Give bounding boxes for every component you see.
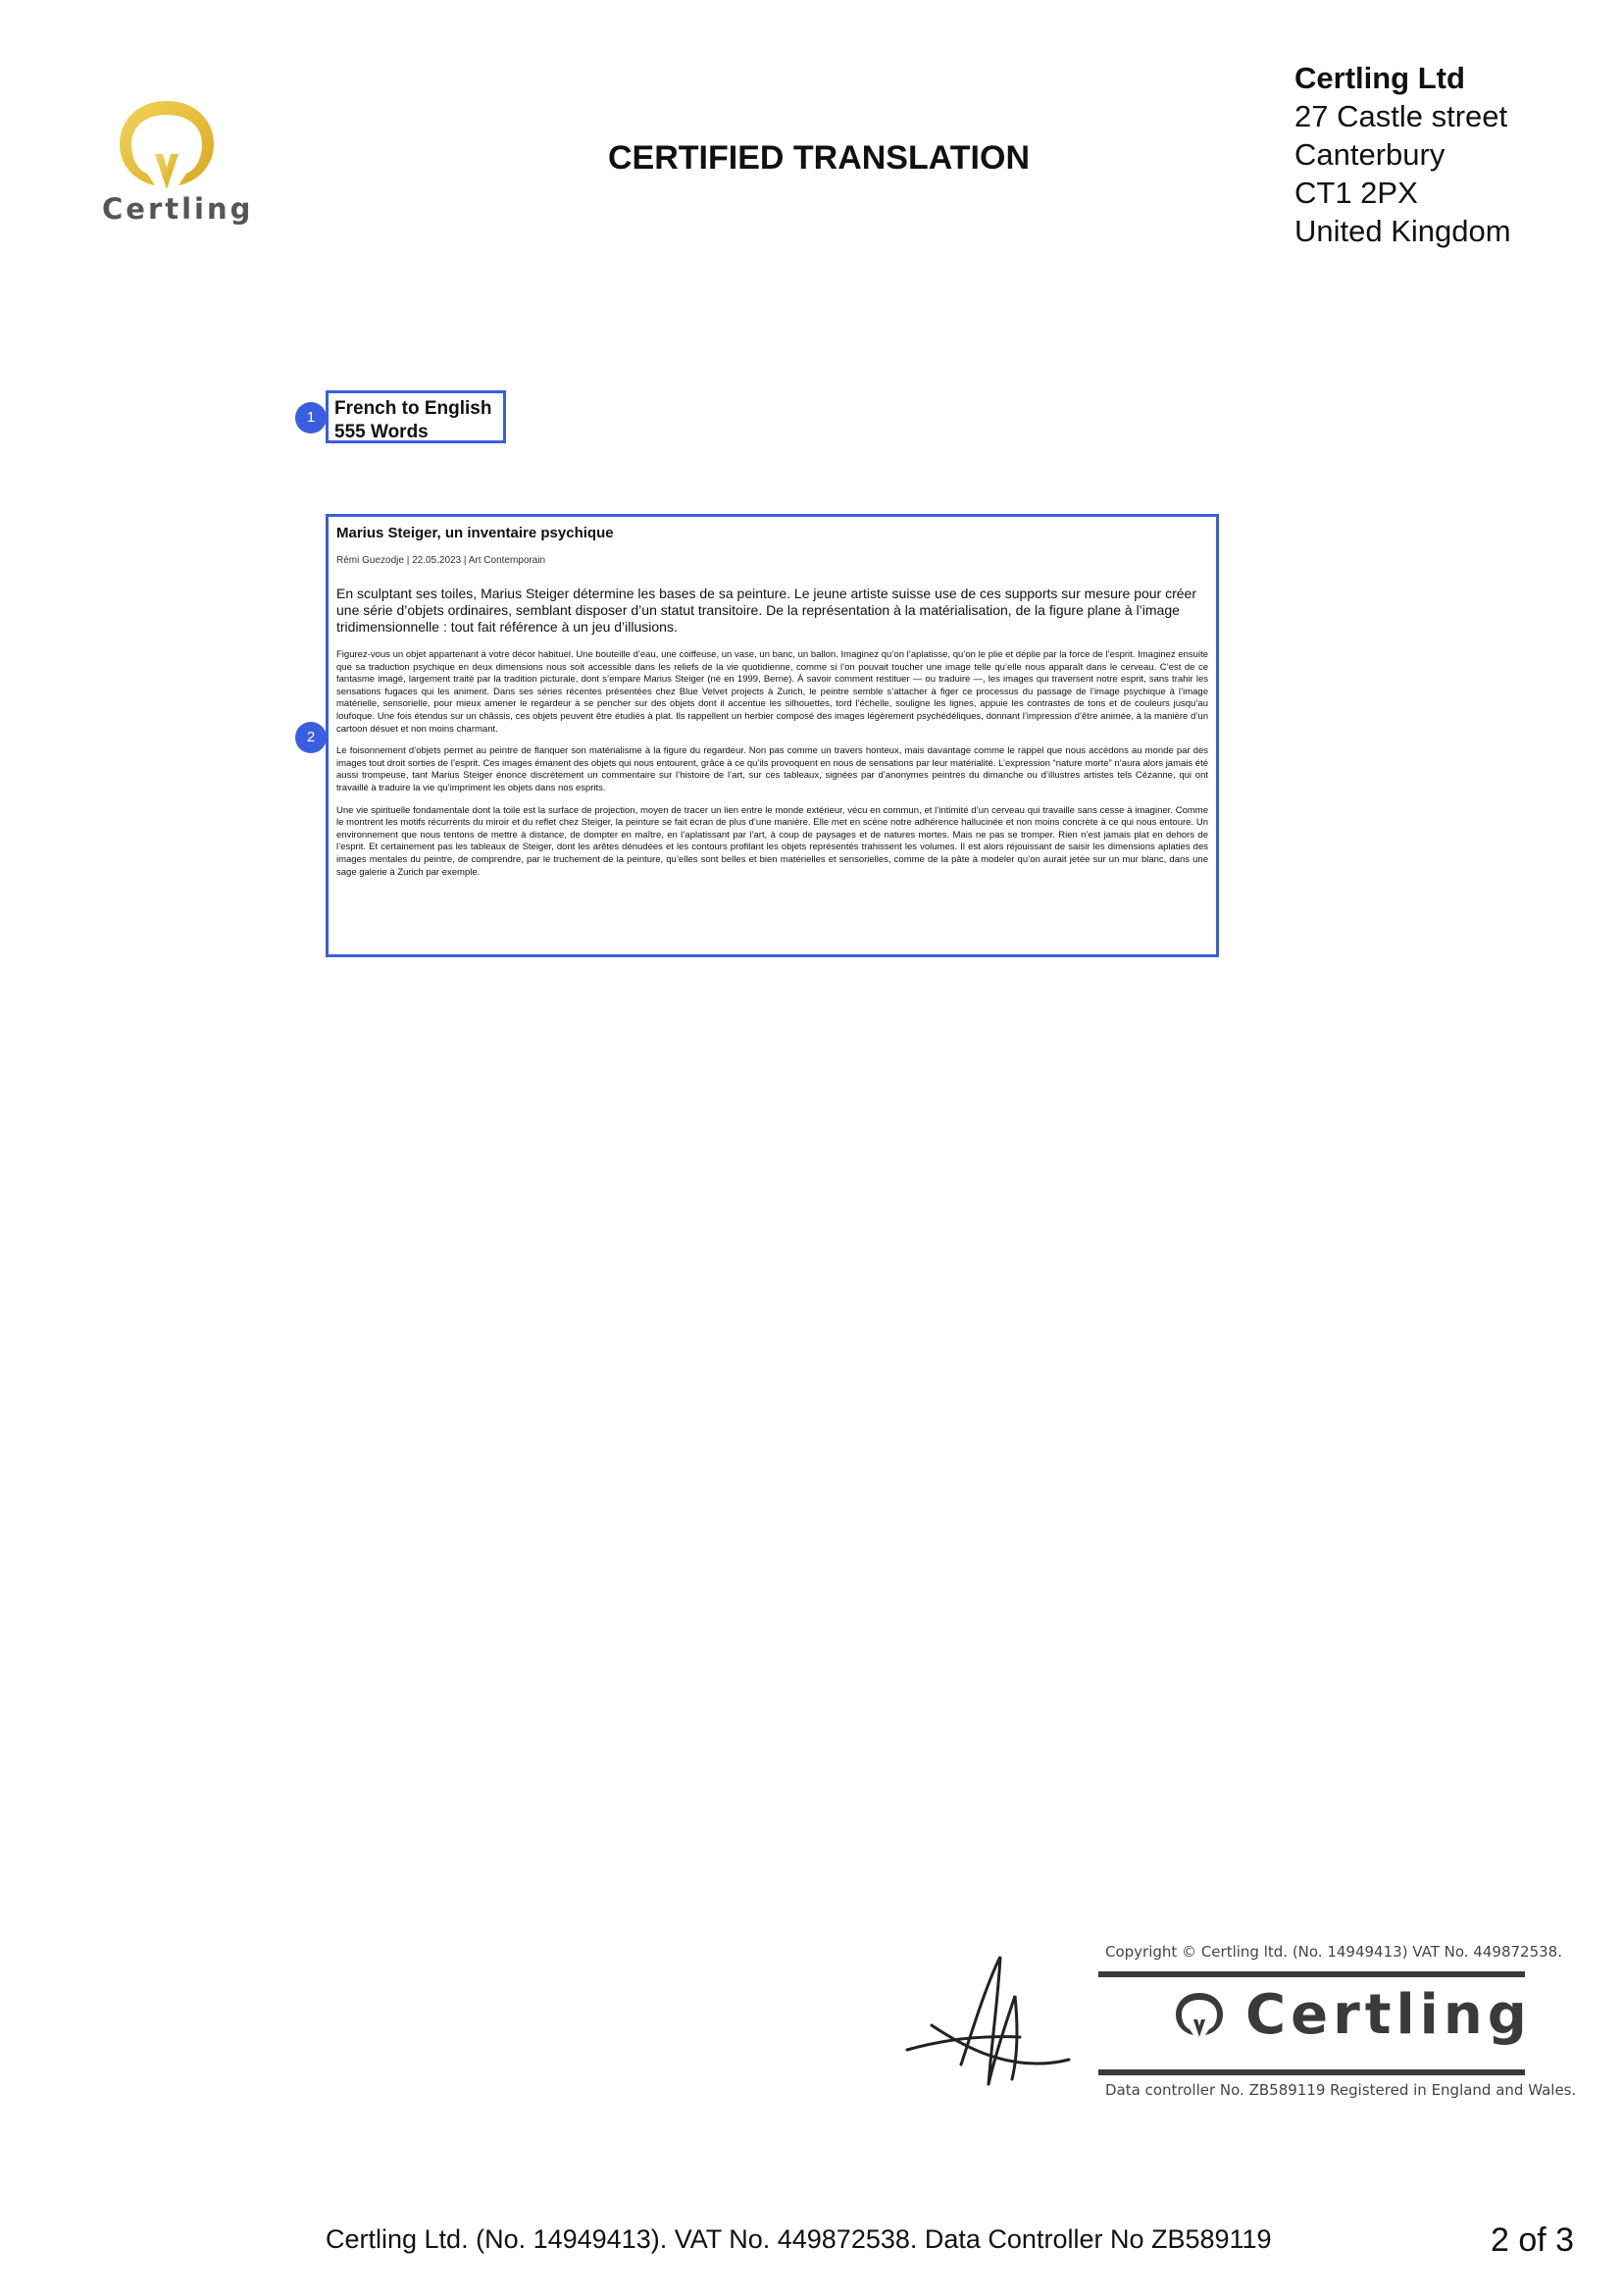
source-title: Marius Steiger, un inventaire psychique [336, 525, 614, 541]
document-title: CERTIFIED TRANSLATION [607, 139, 1030, 177]
signature-icon [902, 1947, 1079, 2094]
stamp-controller: Data controller No. ZB589119 Registered in England and Wales. [1105, 2081, 1577, 2099]
address-country: United Kingdom [1294, 214, 1511, 248]
footer-text: Certling Ltd. (No. 14949413). VAT No. 449872538. Data Controller No ZB589119 [326, 2224, 1272, 2254]
source-paragraph: Une vie spirituelle fondamentale dont la toile est la surface de projection, moyen de tracer un lien entre le monde extérieur, vécu en commun, et l’intimité d’un cerveau qui travaille sans cesse à imaginer. Comme le montrent les motifs récurrents du miroir et du reflet chez Steiger, la peinture se fait écran de plus d’une manière. Elle met en scène notre adhérence hallucinée et non moins concrète à ce qui nous entoure. Un environnement que nous tentons de mettre à distance, de dompter en maître, en l’aplatissant par l’art, à coup de paysages et de natures mortes. Mais ne pas se tromper. Rien n’est jamais plat en dehors de l’esprit. Et certainement pas les tableaux de Steiger, dont les arêtes dénudées et les contours profilant les objets représentés trahissent les volumes. Il est alors réjouissant de saisir les dimensions aplaties des images mentales du peintre, de comprendre, par le truchement de la peinture, qu’elles sont belles et bien matérielles et sensorielles, comme de la pâte à modeler qu’on aurait jetée sur un mur blanc, dans une sage galerie à Zurich par exemple. [336, 804, 1208, 878]
source-paragraph: Le foisonnement d’objets permet au peintre de flanquer son matérialisme à la figure du regardeur. Non pas comme un travers honteux, mais davantage comme le rappel que nous accédons au monde par des images tout droit sorties de l’esprit. Ces images émanent des objets qui nous entourent, grâce à ce qu’ils provoquent en nous de sensations par leur matérialité. L’expression “nature morte” n’aura alors jamais été aussi trompeuse, tant Marius Steiger énonce discrètement un commentaire sur l’histoire de l’art, sur ces tableaux, signées par d’anonymes peintres du dimanche ou d’illustres artistes tels Cézanne, qui ont travaillé à traduire la vie qu’impriment les objets dans nos esprits. [336, 745, 1208, 793]
word-count: 555 Words [334, 422, 429, 442]
address-street: 27 Castle street [1294, 99, 1508, 133]
page-number: 2 of 3 [1491, 2221, 1575, 2259]
source-lead: En sculptant ses toiles, Marius Steiger détermine les bases de sa peinture. Le jeune artiste suisse use de ces supports sur mesure pour créer une série d’objets ordinaires, semblant disposer d’un statut transitoire. De la représentation à la matérialisation, de la figure plane à l’image tridimensionnelle : tout fait référence à un jeu d’illusions. [336, 586, 1197, 635]
language-pair: French to English [334, 398, 492, 419]
stamp-bottom-rule [1098, 2069, 1525, 2075]
address-postcode: CT1 2PX [1294, 176, 1418, 210]
source-paragraph: Figurez-vous un objet appartenant à votre décor habituel. Une bouteille d’eau, une coiffeuse, un vase, un banc, un ballon. Imaginez qu’on l’aplatisse, qu’on le plie et déplie par la force de l’esprit. Imaginez ensuite que sa traduction psychique en deux dimensions nous soit accessible dans les reliefs de la vie quotidienne, comme si l’on pouvait toucher une image telle qu’elle nous apparaît dans le cerveau. C’est de ce fantasme imagé, largement traité par la tradition picturale, dont s’empare Marius Steiger (né en 1999, Berne). À savoir comment restituer — ou traduire —, les images qui traversent notre esprit, sans trahir les sensations fugaces qui les animent. Dans ses séries récentes présentées chez Blue Velvet projects à Zurich, le peintre semble s’attacher à figer ce processus du passage de l’image psychique à l’image matérielle, sensorielle, pour mieux amener le regardeur à se pencher sur des objets dont il accentue les silhouettes, tord l’échelle, souligne les lignes, appuie les contrastes de tons et de couleurs jusqu’au loufoque. Une fois étendus sur un châssis, ces objets peuvent être étudiés à plat. Ils rappellent un herbier composé des images légèrement psychédéliques, donnant l’impression d’être animée, à la manière d’un cartoon désuet et non moins charmant. [336, 649, 1208, 735]
source-byline: Rémi Guezodje | 22.05.2023 | Art Contemporain [336, 555, 546, 566]
stamp-copyright: Copyright © Certling ltd. (No. 14949413) VAT No. 449872538. [1105, 1943, 1562, 1961]
stamp-brand: Certling [1245, 1983, 1532, 2047]
logo-wordmark: Certling [102, 192, 254, 226]
company-name: Certling Ltd [1294, 61, 1465, 95]
marker-2: 2 [295, 722, 327, 753]
translation-summary-box [326, 390, 506, 443]
source-document-box [326, 514, 1219, 957]
company-address [1294, 59, 1511, 250]
certling-stamp-logo-icon [1165, 1986, 1234, 2061]
address-city: Canterbury [1294, 137, 1445, 172]
stamp-top-rule [1098, 1971, 1525, 1977]
marker-1: 1 [295, 402, 327, 434]
